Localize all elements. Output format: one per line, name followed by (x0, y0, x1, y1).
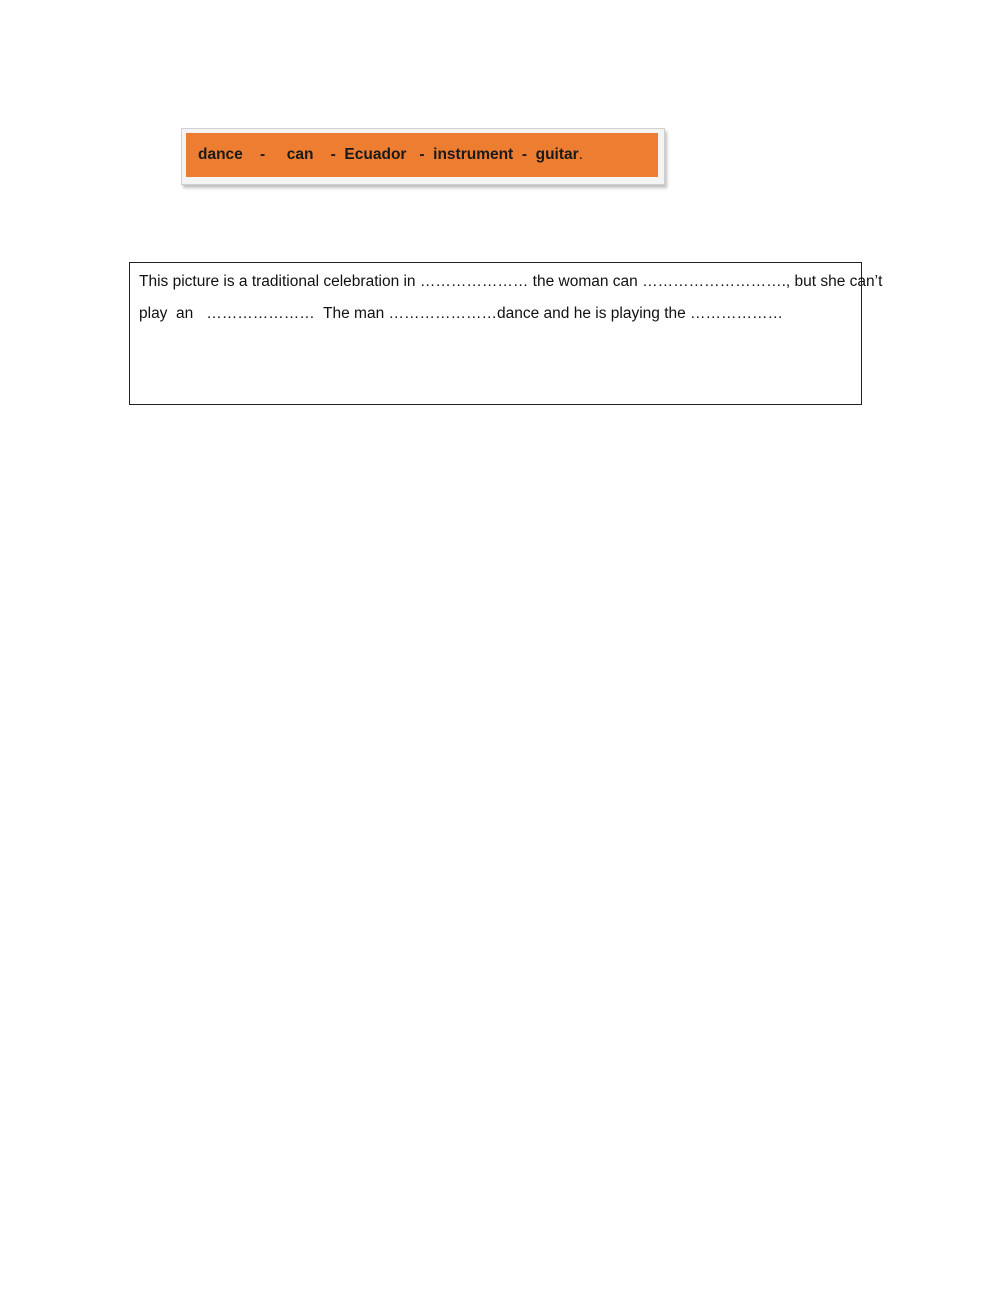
word-bank (186, 133, 658, 177)
word-bank-period: . (578, 146, 583, 163)
exercise-line-1: This picture is a traditional celebration in ………………… the woman can ………………………., but she can’t (139, 273, 883, 290)
fill-in-exercise-box (129, 262, 883, 405)
exercise-line-2: play an ………………… The man …………………dance and he is playing the ……………… (139, 305, 784, 322)
word-bank-words: dance - can - Ecuador - instrument - guitar (198, 146, 579, 163)
word-bank-frame (181, 128, 665, 185)
